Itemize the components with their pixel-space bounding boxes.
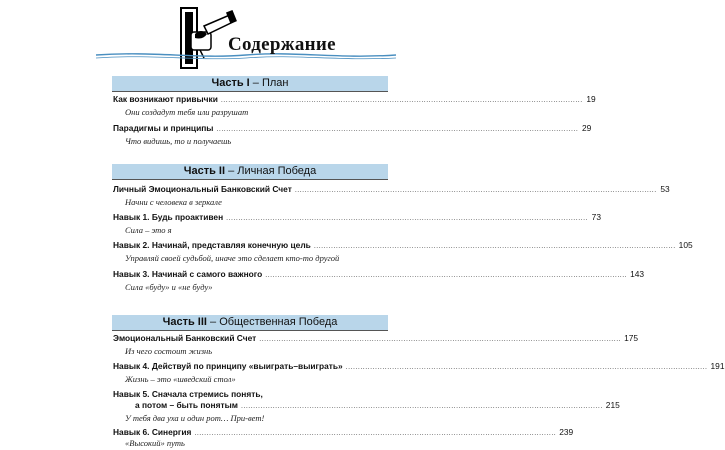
entry-title: Как возникают привычки bbox=[113, 94, 218, 104]
divider bbox=[112, 91, 388, 92]
dot-leader: .................................................................................................................................................... bbox=[216, 126, 579, 133]
part-2-band bbox=[112, 164, 388, 179]
toc-entry[interactable] bbox=[113, 184, 670, 207]
entry-title: Навык 3. Начинай с самого важного bbox=[113, 269, 263, 279]
entry-page: 239 bbox=[559, 427, 574, 437]
entry-title: Навык 6. Синергия bbox=[113, 427, 192, 437]
entry-subtitle: «Высокий» путь bbox=[125, 438, 185, 448]
entry-subtitle: Сила «буду» и «не буду» bbox=[125, 282, 213, 292]
entry-page: 29 bbox=[581, 123, 592, 133]
toc-entry[interactable] bbox=[113, 427, 574, 448]
part-label: Часть III bbox=[162, 316, 207, 328]
entry-subtitle: Они создадут тебя или разрушат bbox=[125, 107, 249, 117]
part-title: – Общественная Победа bbox=[210, 316, 338, 328]
part-title: – Личная Победа bbox=[228, 165, 317, 177]
part-label: Часть II bbox=[183, 165, 226, 177]
entry-page: 191 bbox=[710, 361, 725, 371]
entry-subtitle: Управляй своей судьбой, иначе это сделает кто-то другой bbox=[125, 253, 340, 263]
entry-subtitle: Жизнь – это «шведский стол» bbox=[125, 374, 236, 384]
entry-subtitle: Из чего состоит жизнь bbox=[125, 346, 213, 356]
page-header bbox=[0, 0, 500, 80]
divider bbox=[112, 179, 388, 180]
entry-page: 53 bbox=[660, 184, 670, 194]
dot-leader: .................................................................................................................................................... bbox=[259, 336, 622, 343]
toc-entry[interactable] bbox=[113, 94, 596, 117]
toc-entry[interactable] bbox=[113, 212, 601, 235]
dot-leader: .................................................................................................................................................... bbox=[265, 272, 628, 279]
entry-subtitle: У тебя два уха и один рот… При-вет! bbox=[125, 413, 265, 423]
toc-entry[interactable] bbox=[113, 240, 693, 263]
entry-title: Парадигмы и принципы bbox=[113, 123, 214, 133]
toc-entry[interactable] bbox=[113, 389, 620, 423]
part-label: Часть I bbox=[211, 77, 250, 89]
toc-entry[interactable] bbox=[113, 123, 592, 146]
part-title: – План bbox=[252, 77, 289, 89]
entry-subtitle: Что видишь, то и получаешь bbox=[125, 136, 232, 146]
dot-leader: .................................................................................................................................................... bbox=[226, 215, 588, 222]
entry-title: Личный Эмоциональный Банковский Счет bbox=[113, 184, 292, 194]
entry-title: Эмоциональный Банковский Счет bbox=[113, 333, 257, 343]
dot-leader: .................................................................................................................................................... bbox=[194, 430, 557, 437]
entry-page: 175 bbox=[624, 333, 639, 343]
entry-title: Навык 2. Начинай, представляя конечную цель bbox=[113, 240, 311, 250]
entry-subtitle: Начни с человека в зеркале bbox=[125, 197, 222, 207]
divider bbox=[112, 330, 388, 331]
entry-page: 143 bbox=[630, 269, 645, 279]
part-1-band bbox=[112, 76, 388, 91]
entry-page: 215 bbox=[605, 400, 620, 410]
entry-title-continued: а потом – быть понятым bbox=[135, 400, 238, 410]
toc-entry[interactable] bbox=[113, 333, 639, 356]
entry-subtitle: Сила – это я bbox=[125, 225, 172, 235]
toc-entry[interactable] bbox=[113, 361, 725, 384]
dot-leader: .................................................................................................................................................... bbox=[294, 187, 657, 194]
entry-title: Навык 4. Действуй по принципу «выиграть–выиграть» bbox=[113, 361, 343, 371]
part-3-band bbox=[112, 315, 388, 330]
entry-page: 19 bbox=[586, 94, 596, 104]
toc-entry[interactable] bbox=[113, 269, 645, 292]
entry-page: 105 bbox=[678, 240, 693, 250]
entry-title: Навык 1. Будь проактивен bbox=[113, 212, 224, 222]
entry-page: 73 bbox=[591, 212, 601, 222]
dot-leader: .................................................................................................................................................... bbox=[313, 243, 676, 250]
dot-leader: .................................................................................................................................................... bbox=[240, 403, 603, 410]
dot-leader: .................................................................................................................................................... bbox=[220, 97, 583, 104]
dot-leader: .................................................................................................................................................... bbox=[345, 364, 708, 371]
entry-title: Навык 5. Сначала стремись понять, bbox=[113, 389, 263, 399]
page-title: Содержание bbox=[228, 34, 336, 55]
